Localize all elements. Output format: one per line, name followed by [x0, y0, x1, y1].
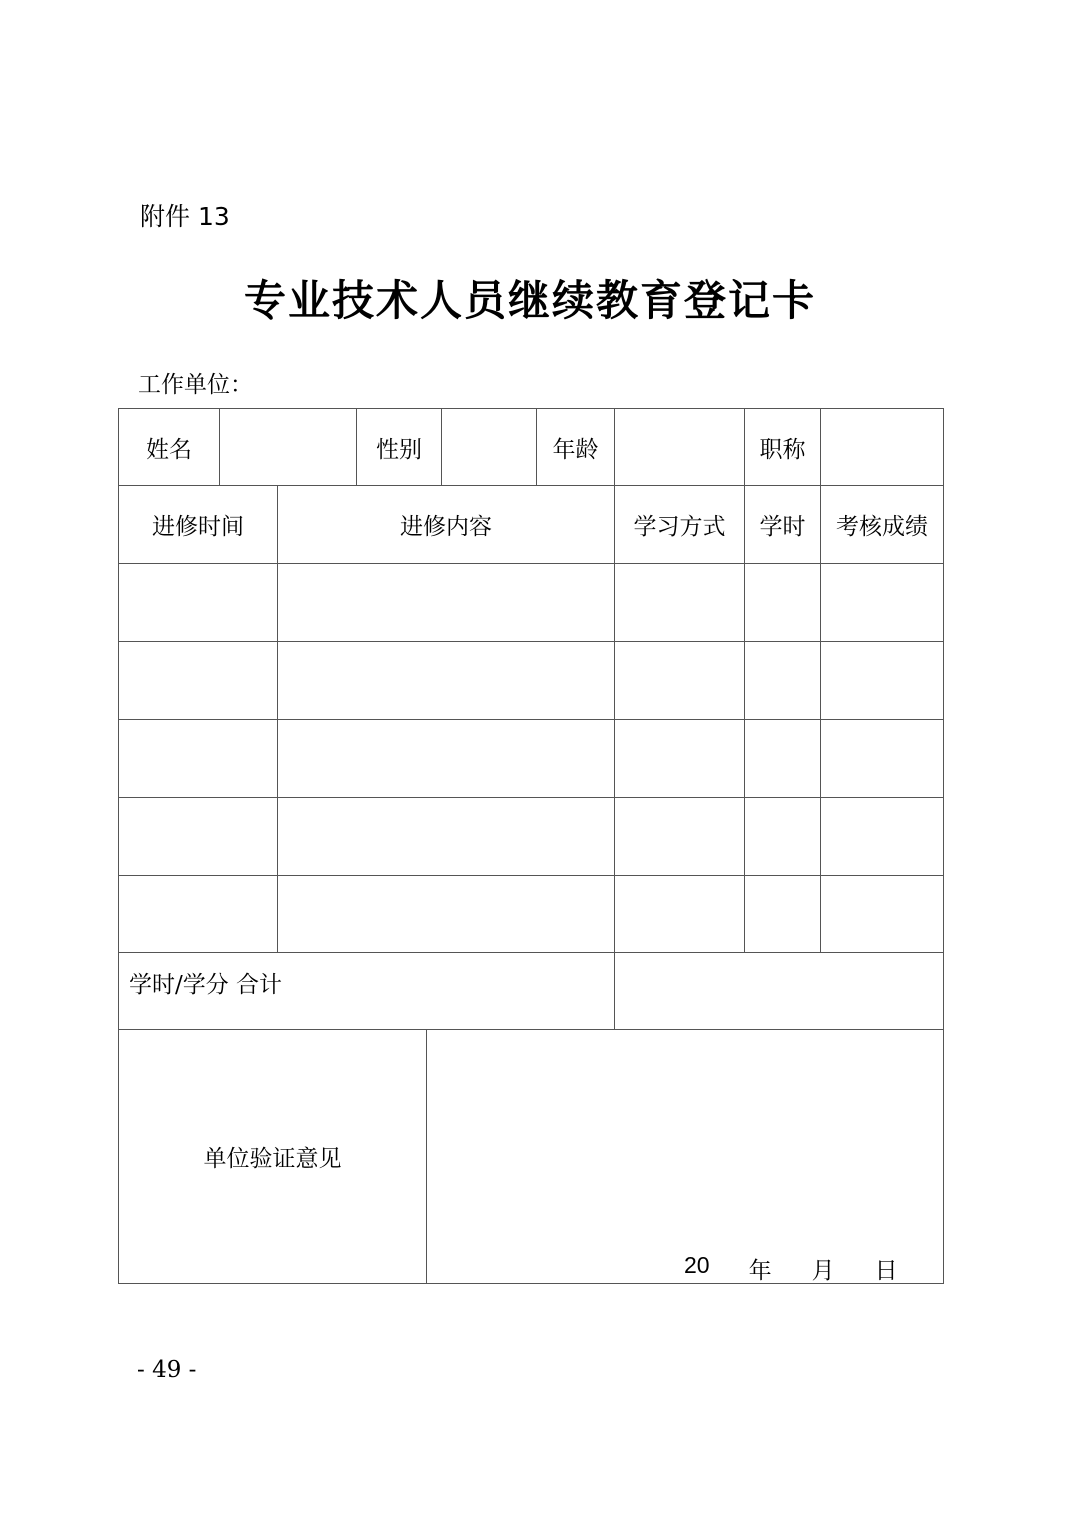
- header-hours: 学时: [744, 485, 821, 564]
- table-cell-content[interactable]: [277, 563, 615, 642]
- table-cell-method[interactable]: [614, 797, 745, 876]
- date-month-label: 月: [811, 1258, 835, 1284]
- attachment-label: 附件 13: [140, 202, 230, 231]
- header-study-content: 进修内容: [277, 485, 615, 564]
- age-label: 年龄: [536, 408, 615, 486]
- gender-value-cell[interactable]: [441, 408, 537, 486]
- table-cell-time[interactable]: [118, 641, 278, 720]
- header-score: 考核成绩: [820, 485, 944, 564]
- table-cell-score[interactable]: [820, 797, 944, 876]
- age-value-cell[interactable]: [614, 408, 745, 486]
- table-cell-content[interactable]: [277, 719, 615, 798]
- table-cell-content[interactable]: [277, 875, 615, 953]
- table-cell-score[interactable]: [820, 563, 944, 642]
- unit-verification-label: 单位验证意见: [118, 1029, 427, 1284]
- table-cell-time[interactable]: [118, 797, 278, 876]
- job-title-value-cell[interactable]: [820, 408, 944, 486]
- total-hours-label: 学时/学分 合计: [118, 952, 615, 1030]
- table-cell-time[interactable]: [118, 875, 278, 953]
- table-cell-time[interactable]: [118, 719, 278, 798]
- name-value-cell[interactable]: [219, 408, 357, 486]
- header-study-time: 进修时间: [118, 485, 278, 564]
- page-number: - 49 -: [137, 1357, 197, 1383]
- date-year-prefix: 20: [684, 1252, 710, 1278]
- table-cell-hours[interactable]: [744, 563, 821, 642]
- table-cell-hours[interactable]: [744, 875, 821, 953]
- signature-date: [684, 1252, 898, 1285]
- table-cell-method[interactable]: [614, 719, 745, 798]
- table-cell-content[interactable]: [277, 797, 615, 876]
- header-study-method: 学习方式: [614, 485, 745, 564]
- gender-label: 性别: [356, 408, 442, 486]
- date-day-label: 日: [874, 1258, 898, 1284]
- table-cell-score[interactable]: [820, 719, 944, 798]
- table-cell-hours[interactable]: [744, 719, 821, 798]
- total-hours-value-cell[interactable]: [614, 952, 944, 1030]
- table-cell-hours[interactable]: [744, 797, 821, 876]
- table-cell-method[interactable]: [614, 641, 745, 720]
- name-label: 姓名: [118, 408, 220, 486]
- unit-verification-opinion-cell[interactable]: [426, 1029, 944, 1284]
- work-unit-label: 工作单位：: [138, 372, 253, 398]
- table-cell-content[interactable]: [277, 641, 615, 720]
- table-cell-time[interactable]: [118, 563, 278, 642]
- registration-table: [118, 408, 944, 1284]
- page-title: 专业技术人员继续教育登记卡: [243, 276, 816, 325]
- table-cell-method[interactable]: [614, 875, 745, 953]
- table-cell-score[interactable]: [820, 875, 944, 953]
- table-cell-score[interactable]: [820, 641, 944, 720]
- table-cell-hours[interactable]: [744, 641, 821, 720]
- table-cell-method[interactable]: [614, 563, 745, 642]
- date-year-label: 年: [748, 1258, 772, 1284]
- job-title-label: 职称: [744, 408, 821, 486]
